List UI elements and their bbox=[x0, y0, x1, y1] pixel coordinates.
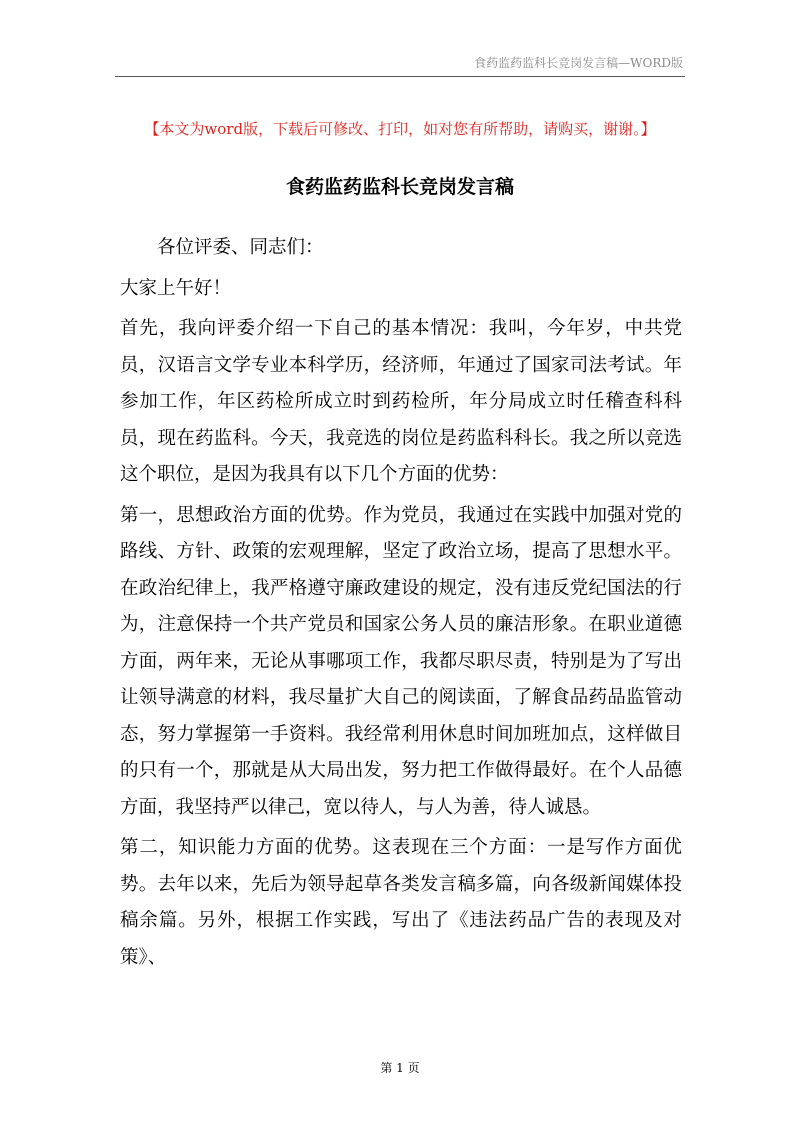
paragraph-first-advantage: 第一，思想政治方面的优势。作为党员，我通过在实践中加强对党的路线、方针、政策的宏观理解，坚定了政治立场，提高了思想水平。在政治纪律上，我严格遵守廉政建设的规定，没有违反党纪国法的行为，注意保持一个共产党员和国家公务人员的廉洁形象。在职业道德方面，两年来，无论从事哪项工作，我都尽职尽责，特别是为了写出让领导满意的材料，我尽量扩大自己的阅读面，了解食品药品监管动态，努力掌握第一手资料。我经常利用休息时间加班加点，这样做目的只有一个，那就是从大局出发，努力把工作做得最好。在个人品德方面，我坚持严以律己，宽以待人，与人为善，待人诚恳。 bbox=[120, 504, 682, 818]
header-divider bbox=[115, 76, 685, 77]
paragraph-second-advantage: 第二，知识能力方面的优势。这表现在三个方面：一是写作方面优势。去年以来，先后为领导起草各类发言稿多篇，向各级新闻媒体投稿余篇。另外，根据工作实践，写出了《违法药品广告的表现及对策》、 bbox=[120, 837, 682, 968]
document-title: 食药监药监科长竞岗发言稿 bbox=[285, 176, 514, 198]
purchase-notice: 【本文为word版，下载后可修改、打印，如对您有所帮助，请购买，谢谢。】 bbox=[144, 120, 656, 138]
document-body bbox=[120, 230, 682, 980]
salutation: 各位评委、同志们： bbox=[157, 237, 324, 258]
page-number: 第 1 页 bbox=[380, 1061, 420, 1075]
running-header: 食药监药监科长竞岗发言稿—WORD版 bbox=[474, 56, 683, 70]
greeting: 大家上午好！ bbox=[120, 277, 232, 299]
paragraph-intro: 首先，我向评委介绍一下自己的基本情况：我叫，今年岁，中共党员，汉语言文学专业本科学历，经济师，年通过了国家司法考试。年参加工作，年区药检所成立时到药检所，年分局成立时任稽查科科员，现在药监科。今天，我竞选的岗位是药监科科长。我之所以竞选这个职位，是因为我具有以下几个方面的优势： bbox=[120, 318, 682, 485]
